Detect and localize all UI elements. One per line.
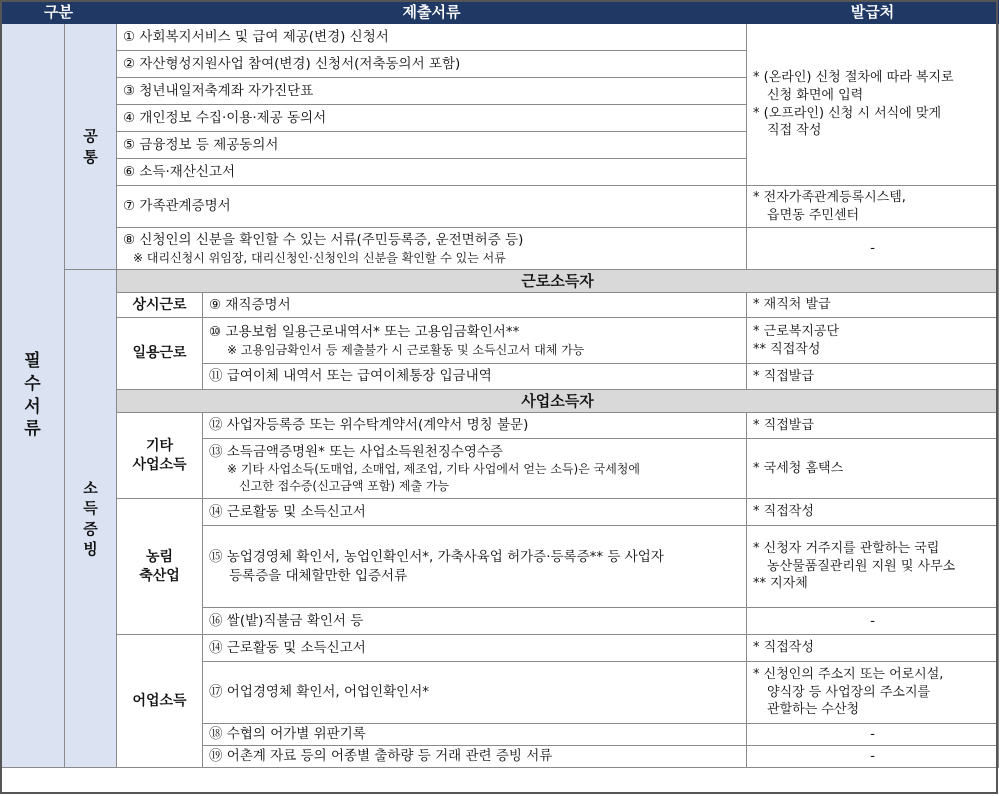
business-income-banner: 사업소득자 [117, 390, 999, 413]
common-item-1: ① 사회복지서비스 및 급여 제공(변경) 신청서 [117, 24, 747, 51]
family-certificate-issuer: * 전자가족관계등록시스템, 읍면동 주민센터 [747, 186, 999, 228]
farming-issuer-3: - [747, 608, 999, 635]
fishing-item-4: ⑲ 어촌계 자료 등의 어종별 출하량 등 거래 관련 증빙 서류 [203, 746, 747, 768]
daily-work-label: 일용근로 [117, 318, 203, 390]
regular-work-item: ⑨ 재직증명서 [203, 293, 747, 318]
required-documents-label: 필 수 서 류 [1, 24, 65, 768]
common-label: 공 통 [65, 24, 117, 270]
farming-item-1: ⑭ 근로활동 및 소득신고서 [203, 499, 747, 526]
fishing-item-1: ⑭ 근로활동 및 소득신고서 [203, 635, 747, 662]
regular-work-label: 상시근로 [117, 293, 203, 318]
daily-work-issuer-1: * 근로복지공단 ** 직접작성 [747, 318, 999, 364]
labor-income-banner: 근로소득자 [117, 270, 999, 293]
common-issuer: * (온라인) 신청 절차에 따라 복지로 신청 화면에 입력 * (오프라인) 신청 시 서식에 맞게 직접 작성 [747, 24, 999, 186]
other-business-item-2: ⑬ 소득금액증명원* 또는 사업소득원천징수영수증 ※ 기타 사업소득(도매업, 소매업, 제조업, 기타 사업에서 얻는 소득)은 국세청에 신고한 접수증(신고금액 포함) 제출 가능 [203, 439, 747, 499]
daily-work-item-2: ⑪ 급여이체 내역서 또는 급여이체통장 입금내역 [203, 364, 747, 390]
fishing-issuer-2: * 신청인의 주소지 또는 어로시설, 양식장 등 사업장의 주소지를 관할하는 수산청 [747, 662, 999, 724]
other-business-item-1: ⑫ 사업자등록증 또는 위수탁계약서(계약서 명칭 불문) [203, 413, 747, 439]
other-business-issuer-1: * 직접발급 [747, 413, 999, 439]
header-documents: 제출서류 [117, 1, 747, 24]
id-document-issuer: - [747, 228, 999, 270]
common-item-3: ③ 청년내일저축계좌 자가진단표 [117, 78, 747, 105]
farming-issuer-2: * 신청자 거주지를 관할하는 국립 농산물품질관리원 지원 및 사무소 ** 지자체 [747, 526, 999, 608]
fishing-issuer-3: - [747, 724, 999, 746]
daily-work-item-1: ⑩ 고용보험 일용근로내역서* 또는 고용임금확인서** ※ 고용임금확인서 등 제출불가 시 근로활동 및 소득신고서 대체 가능 [203, 318, 747, 364]
common-item-6: ⑥ 소득·재산신고서 [117, 159, 747, 186]
common-item-4: ④ 개인정보 수집·이용·제공 동의서 [117, 105, 747, 132]
regular-work-issuer: * 재직처 발급 [747, 293, 999, 318]
header-category: 구분 [1, 1, 117, 24]
common-item-5: ⑤ 금융정보 등 제공동의서 [117, 132, 747, 159]
common-item-2: ② 자산형성지원사업 참여(변경) 신청서(저축동의서 포함) [117, 51, 747, 78]
fishing-item-2: ⑰ 어업경영체 확인서, 어업인확인서* [203, 662, 747, 724]
header-issuer: 발급처 [747, 1, 999, 24]
daily-work-issuer-2: * 직접발급 [747, 364, 999, 390]
fishing-issuer-1: * 직접작성 [747, 635, 999, 662]
farming-item-3: ⑯ 쌀(밭)직불금 확인서 등 [203, 608, 747, 635]
fishing-label: 어업소득 [117, 635, 203, 768]
other-business-label: 기타 사업소득 [117, 413, 203, 499]
farming-item-2: ⑮ 농업경영체 확인서, 농업인확인서*, 가축사육업 허가증·등록증** 등 사업자 등록증을 대체할만한 입증서류 [203, 526, 747, 608]
family-certificate-item: ⑦ 가족관계증명서 [117, 186, 747, 228]
farming-issuer-1: * 직접작성 [747, 499, 999, 526]
other-business-issuer-2: * 국세청 홈택스 [747, 439, 999, 499]
fishing-item-3: ⑱ 수협의 어가별 위판기록 [203, 724, 747, 746]
id-document-item: ⑧ 신청인의 신분을 확인할 수 있는 서류(주민등록증, 운전면허증 등) ※ 대리신청시 위임장, 대리신청인·신청인의 신분을 확인할 수 있는 서류 [117, 228, 747, 270]
fishing-issuer-4: - [747, 746, 999, 768]
income-proof-label: 소 득 증 빙 [65, 270, 117, 768]
farming-label: 농림 축산업 [117, 499, 203, 635]
